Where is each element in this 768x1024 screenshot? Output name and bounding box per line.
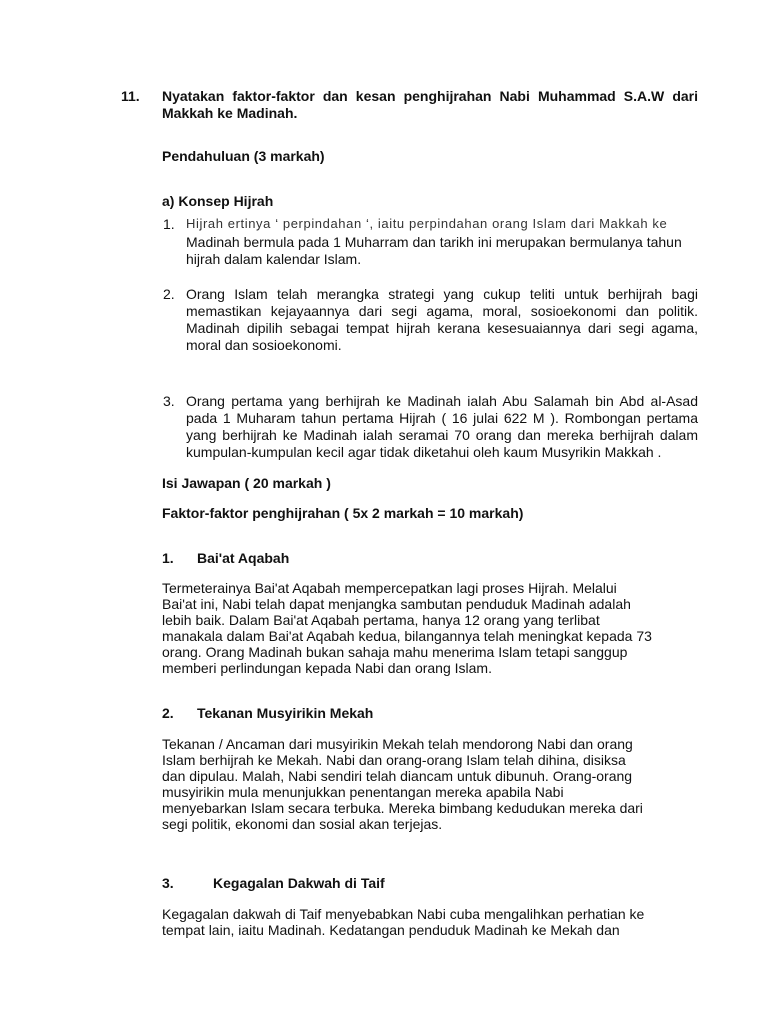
factor-text: Kegagalan dakwah di Taif menyebabkan Nabi cuba mengalihkan perhatian ke tempat lain, iaitu Madinah. Kedatangan penduduk Madinah ke Mekah dan [162,906,645,938]
intro-point-number: 3. [163,393,175,409]
body-heading: Isi Jawapan ( 20 markah ) [162,475,331,491]
question-text: Nyatakan faktor-faktor dan kesan penghijrahan Nabi Muhammad S.A.W dari Makkah ke Madinah. [162,88,698,121]
question-number: 11. [121,88,140,104]
factor-title: Kegagalan Dakwah di Taif [213,875,385,891]
intro-subheading: a) Konsep Hijrah [162,193,274,209]
intro-point-number: 2. [163,286,175,302]
factors-heading: Faktor-faktor penghijrahan ( 5x 2 markah = 10 markah) [162,505,524,521]
intro-point-1-rest: Madinah bermula pada 1 Muharram dan tarikh ini merupakan bermulanya tahun hijrah dalam kalendar Islam. [186,234,682,267]
factor-number: 1. [162,550,174,566]
intro-point-number: 1. [163,216,175,232]
intro-point-3-text: Orang pertama yang berhijrah ke Madinah ialah Abu Salamah bin Abd al-Asad pada 1 Muharam tahun pertama Hijrah ( 16 julai 622 M ). Rombongan pertama yang berhijrah ke Madinah ialah seramai 70 orang dan mereka berhijrah dalam kumpulan-kumpulan kecil agar tidak diketahui oleh kaum Musyrikin Makkah . [186,393,698,460]
factor-title: Tekanan Musyirikin Mekah [197,705,374,721]
intro-point-2-text: Orang Islam telah merangka strategi yang cukup teliti untuk berhijrah bagi memastikan kejayaannya dari segi agama, moral, sosioekonomi dan politik. Madinah dipilih sebagai tempat hijrah kerana kesesuaiannya dari segi agama, moral dan sosioekonomi. [186,286,698,353]
factor-number: 3. [162,875,174,891]
intro-heading: Pendahuluan (3 markah) [162,148,325,164]
factor-number: 2. [162,705,174,721]
factor-text: Termeterainya Bai'at Aqabah mempercepatkan lagi proses Hijrah. Melalui Bai'at ini, Nabi telah dapat menjangka sambutan penduduk Madinah adalah lebih baik. Dalam Bai'at Aqabah pertama, hanya 12 orang yang terlibat manakala dalam Bai'at Aqabah kedua, bilangannya telah meningkat kepada 73 orang. Orang Madinah bukan sahaja mahu menerima Islam tetapi sanggup memberi perlindungan kepada Nabi dan orang Islam. [162,580,652,676]
factor-text: Tekanan / Ancaman dari musyirikin Mekah telah mendorong Nabi dan orang Islam berhijrah ke Mekah. Nabi dan orang-orang Islam telah dihina, disiksa dan dipulau. Malah, Nabi sendiri telah diancam untuk dibunuh. Orang-orang musyirikin mula menunjukkan penentangan mereka apabila Nabi menyebarkan Islam secara terbuka. Mereka bimbang kedudukan mereka dari segi politik, ekonomi dan sosial akan terjejas. [162,736,643,832]
factor-title: Bai'at Aqabah [197,550,290,566]
intro-point-1-first-line: Hijrah ertinya ‘ perpindahan ‘, iaitu perpindahan orang Islam dari Makkah ke [186,216,668,231]
